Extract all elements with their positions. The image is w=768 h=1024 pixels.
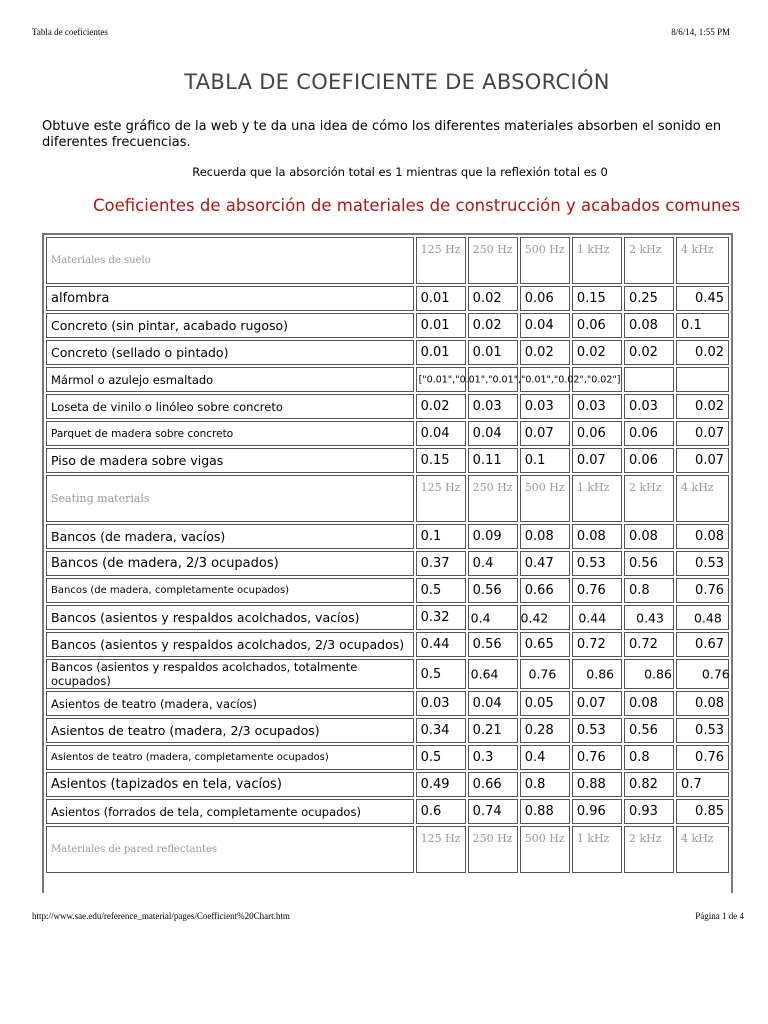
- coefficient-cell: 0.53: [572, 718, 622, 743]
- material-name: Loseta de vinilo o linóleo sobre concreto: [46, 394, 414, 419]
- coefficient-cell: 0.02: [676, 394, 729, 419]
- material-name: Bancos (de madera, vacíos): [46, 524, 414, 549]
- section-header-label: Materiales de pared reflectantes: [46, 826, 414, 873]
- section-header-row: [46, 475, 729, 522]
- coefficient-cell: 0.45: [676, 286, 729, 311]
- table-row: [46, 340, 729, 365]
- print-header: [32, 27, 730, 41]
- table-subtitle: Coeficientes de absorción de materiales de construcción y acabados comunes: [93, 196, 741, 215]
- coefficient-cell: [468, 605, 722, 630]
- coefficient-cell: 0.5: [416, 745, 466, 770]
- freq-header: 500 Hz: [520, 475, 570, 522]
- table-row: [46, 718, 729, 743]
- coefficient-cell: 0.06: [624, 421, 674, 446]
- freq-header: 125 Hz: [416, 826, 466, 873]
- table-row: [46, 421, 729, 446]
- freq-header: 250 Hz: [468, 237, 518, 284]
- raw-values-text: 0.4 0.42 0.44 0.43 0.48: [470, 610, 722, 625]
- coefficient-cell: 0.5: [416, 578, 466, 603]
- coefficient-cell: 0.04: [468, 421, 518, 446]
- coefficient-cell: 0.8: [624, 745, 674, 770]
- freq-header: 125 Hz: [416, 237, 466, 284]
- coefficient-cell: 0.88: [572, 772, 622, 797]
- coefficient-cell: 0.56: [468, 578, 518, 603]
- coefficient-cell: 0.04: [416, 421, 466, 446]
- coefficient-cell: 0.21: [468, 718, 518, 743]
- coefficient-cell: 0.88: [520, 799, 570, 824]
- coefficient-cell: 0.08: [676, 524, 729, 549]
- freq-header: 4 kHz: [676, 475, 729, 522]
- coefficient-cell: 0.74: [468, 799, 518, 824]
- coefficient-cell: 0.08: [624, 524, 674, 549]
- coefficient-cell: 0.7: [676, 772, 729, 797]
- coefficient-cell: 0.28: [520, 718, 570, 743]
- material-name: Concreto (sin pintar, acabado rugoso): [46, 313, 414, 338]
- coefficient-cell: 0.08: [520, 524, 570, 549]
- coefficient-cell: 0.03: [572, 394, 622, 419]
- coefficient-cell: 0.11: [468, 448, 518, 473]
- coefficient-cell: 0.56: [624, 718, 674, 743]
- material-name: Asientos de teatro (madera, completamente ocupados): [46, 745, 414, 770]
- coefficient-cell: 0.76: [572, 578, 622, 603]
- print-header-title: Tabla de coeficientes: [32, 27, 108, 37]
- coefficient-cell: 0.25: [624, 286, 674, 311]
- coefficient-cell: 0.85: [676, 799, 729, 824]
- coefficient-cell: 0.53: [572, 551, 622, 576]
- coefficient-cell: 0.34: [416, 718, 466, 743]
- coefficient-cell: 0.08: [624, 313, 674, 338]
- print-footer-url: http://www.sae.edu/reference_material/pages/Coefficient%20Chart.htm: [32, 911, 290, 921]
- coefficient-cell: 0.5: [416, 659, 466, 689]
- coefficient-cell: 0.96: [572, 799, 622, 824]
- page-title: TABLA DE COEFICIENTE DE ABSORCIÓN: [184, 70, 610, 94]
- coefficient-cell: 0.1: [676, 313, 729, 338]
- coefficient-cell: [676, 367, 729, 392]
- table-row: [46, 799, 729, 824]
- coefficient-cell: 0.04: [468, 691, 518, 716]
- table-row: [46, 367, 729, 392]
- material-name: Parquet de madera sobre concreto: [46, 421, 414, 446]
- coefficient-cell: 0.1: [416, 524, 466, 549]
- coefficient-cell: 0.07: [676, 448, 729, 473]
- intro-paragraph: Obtuve este gráfico de la web y te da una idea de cómo los diferentes materiales absorben el sonido en diferentes frecuencias.: [42, 119, 722, 150]
- freq-header: 500 Hz: [520, 826, 570, 873]
- freq-header: 1 kHz: [572, 237, 622, 284]
- coefficient-cell: 0.06: [572, 421, 622, 446]
- coefficient-cell: 0.66: [468, 772, 518, 797]
- coefficient-cell: 0.02: [624, 340, 674, 365]
- table-row: [46, 659, 729, 689]
- coefficient-cell: 0.72: [624, 632, 674, 657]
- coefficient-cell: 0.49: [416, 772, 466, 797]
- coefficient-cell: 0.01: [468, 340, 518, 365]
- raw-values-text: 0.64 0.76 0.86 0.86 0.76: [470, 666, 730, 682]
- print-footer-page-number: Página 1 de 4: [695, 911, 744, 921]
- coefficient-cell: 0.8: [624, 578, 674, 603]
- material-name: Mármol o azulejo esmaltado: [46, 367, 414, 392]
- coefficient-cell: 0.56: [624, 551, 674, 576]
- table-row: [46, 691, 729, 716]
- coefficient-cell: 0.67: [676, 632, 729, 657]
- coefficient-cell: 0.32: [416, 605, 466, 630]
- coefficient-cell: 0.08: [676, 691, 729, 716]
- table-row: [46, 605, 729, 630]
- coefficient-cell: 0.02: [416, 394, 466, 419]
- coefficient-cell: 0.53: [676, 551, 729, 576]
- coefficient-cell: 0.82: [624, 772, 674, 797]
- coefficient-cell: 0.65: [520, 632, 570, 657]
- absorption-note: Recuerda que la absorción total es 1 mientras que la reflexión total es 0: [192, 165, 608, 179]
- coefficient-cell: 0.07: [572, 691, 622, 716]
- coefficient-cell: 0.44: [416, 632, 466, 657]
- freq-header: 1 kHz: [572, 475, 622, 522]
- coefficient-cell: [624, 367, 674, 392]
- coefficient-cell: 0.4: [468, 551, 518, 576]
- material-name: Bancos (de madera, 2/3 ocupados): [46, 551, 414, 576]
- section-header-label: Materiales de suelo: [46, 237, 414, 284]
- freq-header: 125 Hz: [416, 475, 466, 522]
- table-row: [46, 745, 729, 770]
- coefficient-cell: 0.05: [520, 691, 570, 716]
- coefficient-cell: 0.4: [520, 745, 570, 770]
- coefficient-cell: 0.02: [468, 313, 518, 338]
- coefficient-cell: 0.6: [416, 799, 466, 824]
- coefficient-cell: 0.76: [572, 745, 622, 770]
- coefficient-cell: 0.66: [520, 578, 570, 603]
- coefficient-cell: 0.07: [520, 421, 570, 446]
- coefficient-table-container: [42, 233, 733, 893]
- table-row: [46, 632, 729, 657]
- freq-header: 2 kHz: [624, 237, 674, 284]
- raw-values-text: ["0.01","0.01","0.01","0.01","0.02","0.02"]: [418, 374, 621, 385]
- table-row: [46, 394, 729, 419]
- section-header-label: Seating materials: [46, 475, 414, 522]
- coefficient-cell: 0.03: [416, 691, 466, 716]
- table-row: [46, 448, 729, 473]
- coefficient-cell: 0.15: [572, 286, 622, 311]
- material-name: Bancos (asientos y respaldos acolchados, totalmente ocupados): [46, 659, 414, 689]
- table-row: [46, 772, 729, 797]
- freq-header: 4 kHz: [676, 826, 729, 873]
- freq-header: 250 Hz: [468, 826, 518, 873]
- table-row: [46, 286, 729, 311]
- coefficient-cell: 0.07: [676, 421, 729, 446]
- coefficient-cell: 0.37: [416, 551, 466, 576]
- coefficient-table: [44, 235, 731, 875]
- coefficient-cell: 0.15: [416, 448, 466, 473]
- coefficient-cell: 0.8: [520, 772, 570, 797]
- coefficient-cell: [416, 367, 621, 392]
- material-name: alfombra: [46, 286, 414, 311]
- coefficient-cell: 0.06: [520, 286, 570, 311]
- print-footer: [32, 911, 744, 925]
- section-header-row: [46, 826, 729, 873]
- material-name: Asientos de teatro (madera, 2/3 ocupados): [46, 718, 414, 743]
- coefficient-cell: 0.72: [572, 632, 622, 657]
- material-name: Bancos (asientos y respaldos acolchados, vacíos): [46, 605, 414, 630]
- coefficient-cell: 0.01: [416, 286, 466, 311]
- material-name: Asientos (tapizados en tela, vacíos): [46, 772, 414, 797]
- freq-header: 1 kHz: [572, 826, 622, 873]
- coefficient-cell: 0.93: [624, 799, 674, 824]
- coefficient-cell: 0.04: [520, 313, 570, 338]
- material-name: Asientos (forrados de tela, completamente ocupados): [46, 799, 414, 824]
- coefficient-cell: 0.09: [468, 524, 518, 549]
- coefficient-cell: 0.76: [676, 578, 729, 603]
- coefficient-cell: 0.03: [520, 394, 570, 419]
- freq-header: 4 kHz: [676, 237, 729, 284]
- coefficient-cell: 0.03: [468, 394, 518, 419]
- material-name: Piso de madera sobre vigas: [46, 448, 414, 473]
- coefficient-cell: 0.01: [416, 340, 466, 365]
- material-name: Asientos de teatro (madera, vacíos): [46, 691, 414, 716]
- coefficient-cell: 0.56: [468, 632, 518, 657]
- coefficient-cell: 0.08: [624, 691, 674, 716]
- freq-header: 250 Hz: [468, 475, 518, 522]
- freq-header: 2 kHz: [624, 475, 674, 522]
- table-row: [46, 313, 729, 338]
- material-name: Concreto (sellado o pintado): [46, 340, 414, 365]
- print-header-date: 8/6/14, 1:55 PM: [671, 27, 730, 37]
- coefficient-cell: 0.02: [676, 340, 729, 365]
- coefficient-cell: 0.07: [572, 448, 622, 473]
- coefficient-cell: 0.08: [572, 524, 622, 549]
- coefficient-cell: 0.06: [572, 313, 622, 338]
- coefficient-cell: 0.01: [416, 313, 466, 338]
- coefficient-cell: 0.02: [520, 340, 570, 365]
- coefficient-cell: 0.03: [624, 394, 674, 419]
- table-row: [46, 578, 729, 603]
- coefficient-cell: 0.02: [468, 286, 518, 311]
- freq-header: 500 Hz: [520, 237, 570, 284]
- coefficient-cell: 0.53: [676, 718, 729, 743]
- coefficient-cell: 0.3: [468, 745, 518, 770]
- freq-header: 2 kHz: [624, 826, 674, 873]
- coefficient-cell: 0.1: [520, 448, 570, 473]
- table-row: [46, 524, 729, 549]
- material-name: Bancos (asientos y respaldos acolchados, 2/3 ocupados): [46, 632, 414, 657]
- coefficient-cell: 0.47: [520, 551, 570, 576]
- section-header-row: [46, 237, 729, 284]
- material-name: Bancos (de madera, completamente ocupados): [46, 578, 414, 603]
- coefficient-cell: 0.02: [572, 340, 622, 365]
- coefficient-cell: 0.76: [676, 745, 729, 770]
- coefficient-cell: 0.06: [624, 448, 674, 473]
- coefficient-cell: [468, 659, 730, 689]
- table-row: [46, 551, 729, 576]
